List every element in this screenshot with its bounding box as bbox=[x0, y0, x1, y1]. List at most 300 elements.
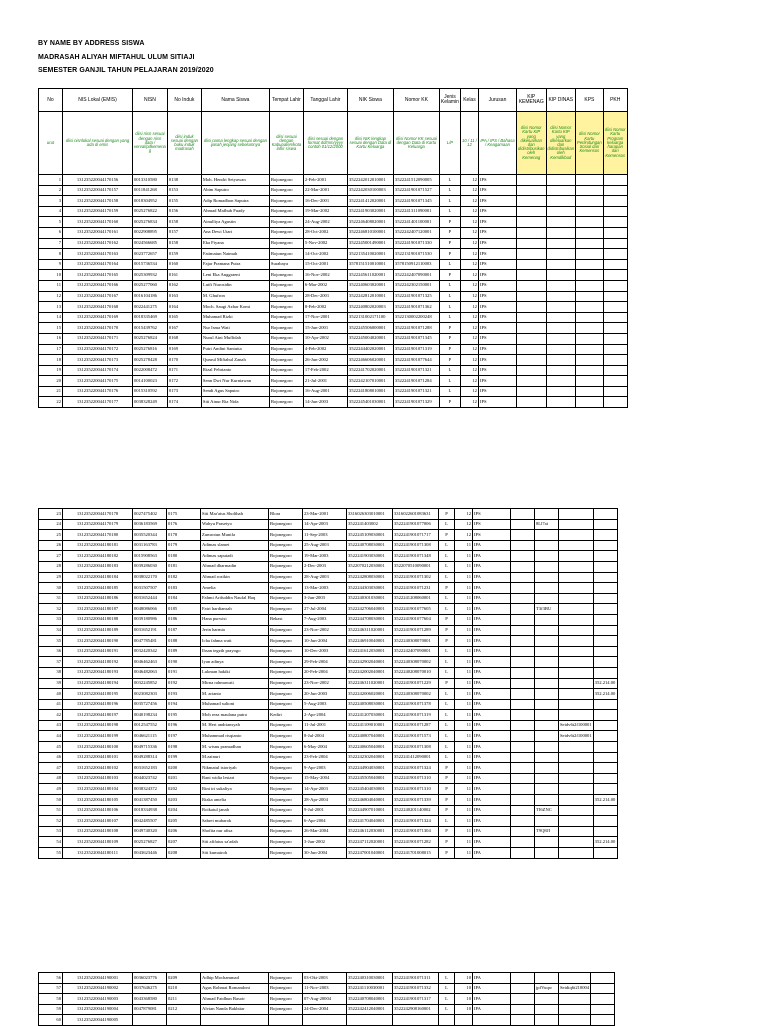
cell-nama-siswa: Sabrei mubarok bbox=[201, 816, 269, 827]
cell-kelas: 11 bbox=[455, 604, 473, 615]
cell-nisn: 0039180986 bbox=[133, 614, 167, 625]
cell-kip-kemenag bbox=[511, 583, 535, 594]
cell-jenis-kelamin: L bbox=[439, 720, 455, 731]
cell-nama-siswa: Nurul Aini Muflidah bbox=[201, 333, 269, 344]
cell-jurusan: IPA bbox=[473, 731, 511, 742]
table-row bbox=[39, 667, 618, 678]
cell-nama-siswa: Adimas slamet bbox=[201, 540, 269, 551]
instruction-kip-kemenag: diisi Nomor Kartu KIP yang dikeluarkan dan didistribusikan oleh Kemenag bbox=[516, 112, 546, 175]
cell-kip-kemenag bbox=[511, 540, 535, 551]
cell-tanggal-lahir: 19-Mar-2003 bbox=[303, 551, 347, 562]
cell-jenis-kelamin: P bbox=[439, 625, 455, 636]
cell-pkh bbox=[603, 217, 627, 228]
cell-kelas: 12 bbox=[460, 355, 478, 366]
cell-jurusan: IPA bbox=[473, 646, 511, 657]
cell-kip-dinas bbox=[535, 667, 559, 678]
cell-jenis-kelamin: P bbox=[439, 227, 460, 238]
cell-jenis-kelamin: P bbox=[439, 763, 455, 774]
cell-nis-lokal: 131235220044190004 bbox=[63, 1004, 133, 1015]
cell-jurusan: IPA bbox=[473, 667, 511, 678]
cell-jenis-kelamin: L bbox=[439, 365, 460, 376]
cell-kps bbox=[559, 657, 594, 668]
cell-no-induk: 0160 bbox=[167, 259, 201, 270]
cell-pkh bbox=[591, 1004, 615, 1015]
table-row bbox=[39, 710, 618, 721]
table-row bbox=[39, 530, 618, 541]
cell-jenis-kelamin: L bbox=[439, 312, 460, 323]
cell-no-induk: 0202 bbox=[167, 784, 201, 795]
cell-nis-lokal: 131235220044170173 bbox=[63, 355, 133, 366]
cell-tanggal-lahir: 14-Apr-2003 bbox=[303, 519, 347, 530]
cell-kelas: 11 bbox=[455, 636, 473, 647]
table-row bbox=[39, 323, 628, 334]
cell-no: 46 bbox=[39, 752, 63, 763]
cell-nisn: 0046482063 bbox=[133, 667, 167, 678]
cell-nis-lokal: 131235220044180197 bbox=[63, 710, 133, 721]
cell-jenis-kelamin: L bbox=[439, 593, 455, 604]
cell-nomor-kk: 3522241901077604 bbox=[393, 614, 439, 625]
cell-kip-dinas bbox=[535, 678, 559, 689]
cell-kelas: 11 bbox=[455, 710, 473, 721]
cell-no-induk: 0158 bbox=[167, 238, 201, 249]
cell-nama-siswa: Putri Andini Santutta bbox=[201, 344, 269, 355]
cell-kip-kemenag bbox=[511, 530, 535, 541]
title-line-2: MADRASAH ALIYAH MIFTAHUL ULUM SITIAJI bbox=[38, 54, 195, 61]
cell-nomor-kk: 3522241701008015 bbox=[393, 848, 439, 859]
cell-no: 60 bbox=[39, 1015, 63, 1026]
cell-jenis-kelamin: L bbox=[439, 206, 460, 217]
cell-no-induk: 0190 bbox=[167, 657, 201, 668]
cell-kip-dinas bbox=[535, 583, 559, 594]
cell-kip-kemenag bbox=[516, 376, 546, 387]
cell-nik-siswa: 3522240605040001 bbox=[347, 742, 393, 753]
cell-tempat-lahir: Bojonegoro bbox=[269, 355, 303, 366]
cell-jenis-kelamin: P bbox=[439, 530, 455, 541]
cell-tempat-lahir: Bojonegoro bbox=[269, 386, 303, 397]
header-row bbox=[39, 89, 628, 112]
cell-no: 7 bbox=[39, 238, 63, 249]
cell-kip-dinas bbox=[535, 731, 559, 742]
cell-jurusan: IPS bbox=[478, 302, 516, 313]
cell-nis-lokal: 131235220044170168 bbox=[63, 302, 133, 313]
cell-kip-dinas bbox=[546, 217, 576, 228]
header-jenis-kelamin: Jenis Kelamin bbox=[439, 89, 460, 112]
cell-pkh bbox=[593, 710, 617, 721]
cell-jenis-kelamin: L bbox=[439, 973, 455, 984]
cell-no: 4 bbox=[39, 206, 63, 217]
cell-pkh bbox=[593, 848, 617, 859]
cell-jurusan: IPA bbox=[473, 826, 511, 837]
cell-nomor-kk: 3522240308070002 bbox=[393, 657, 439, 668]
cell-pkh bbox=[603, 333, 627, 344]
cell-nomor-kk: 3522241901077605 bbox=[393, 604, 439, 615]
cell-nisn: 0048086066 bbox=[133, 604, 167, 615]
cell-nis-lokal: 131235220044170170 bbox=[63, 323, 133, 334]
cell-kip-dinas bbox=[535, 572, 559, 583]
cell-tanggal-lahir: 28-Aug-2003 bbox=[303, 572, 347, 583]
cell-kelas: 11 bbox=[455, 763, 473, 774]
cell-tempat-lahir: Bojonegoro bbox=[269, 657, 303, 668]
cell-kps bbox=[576, 227, 604, 238]
cell-nik-siswa: 3522245404030001 bbox=[347, 784, 393, 795]
cell-tanggal-lahir: 20-Jun-2003 bbox=[303, 689, 347, 700]
cell-nisn: 0027475402 bbox=[133, 509, 167, 520]
cell-nomor-kk: 3522241901071717 bbox=[393, 530, 439, 541]
header-kelas: Kelas bbox=[460, 89, 478, 112]
instruction-jenis-kelamin: L/P bbox=[439, 112, 460, 175]
cell-kps bbox=[559, 678, 594, 689]
cell-kelas: 11 bbox=[455, 583, 473, 594]
cell-pkh bbox=[603, 365, 627, 376]
cell-tempat-lahir: Bojonegoro bbox=[269, 397, 303, 408]
cell-kip-kemenag bbox=[516, 259, 546, 270]
cell-nik-siswa: 3522245506000001 bbox=[347, 323, 393, 334]
cell-nik-siswa: 3522240708040001 bbox=[347, 994, 393, 1005]
cell-no: 58 bbox=[39, 994, 63, 1005]
instruction-kps: diisi Nomor Kartu Perlindungan Sosial dari Kemensos bbox=[576, 112, 604, 175]
cell-kps bbox=[559, 667, 594, 678]
table-row bbox=[39, 175, 628, 186]
cell-nisn: 0016104186 bbox=[133, 291, 168, 302]
cell-kip-dinas bbox=[546, 259, 576, 270]
cell-nomor-kk: 3522241901071330 bbox=[393, 238, 439, 249]
header-tempat-lahir: Tempat Lahir bbox=[269, 89, 303, 112]
cell-jurusan: IPA bbox=[473, 795, 511, 806]
cell-jurusan: IPA bbox=[473, 848, 511, 859]
table-row bbox=[39, 646, 618, 657]
cell-kelas: 12 bbox=[460, 291, 478, 302]
cell-nomor-kk: 3522242302150001 bbox=[393, 280, 439, 291]
title-line-1: BY NAME BY ADDRESS SISWA bbox=[38, 40, 145, 47]
cell-kelas: 11 bbox=[455, 805, 473, 816]
cell-nik-siswa: 3522245001490001 bbox=[347, 238, 393, 249]
cell-nis-lokal: 131235220044170160 bbox=[63, 217, 133, 228]
cell-jenis-kelamin: P bbox=[439, 355, 460, 366]
cell-pkh bbox=[593, 572, 617, 583]
cell-tempat-lahir: Bojonegoro bbox=[269, 699, 303, 710]
cell-kps bbox=[559, 816, 594, 827]
cell-no-induk: 0186 bbox=[167, 614, 201, 625]
cell-kelas: 12 bbox=[460, 259, 478, 270]
table-row bbox=[39, 614, 618, 625]
cell-jurusan: IPS bbox=[478, 312, 516, 323]
cell-nomor-kk: 3522241901071229 bbox=[393, 678, 439, 689]
table-row bbox=[39, 593, 618, 604]
cell-nisn: 0038324372 bbox=[133, 784, 167, 795]
cell-nomor-kk: 3522240201140002 bbox=[393, 805, 439, 816]
cell-no: 29 bbox=[39, 572, 63, 583]
cell-pkh bbox=[603, 238, 627, 249]
cell-nisn: 0018334938 bbox=[133, 805, 167, 816]
cell-kelas: 12 bbox=[460, 217, 478, 228]
cell-pkh bbox=[591, 973, 615, 984]
table-row bbox=[39, 333, 628, 344]
cell-kip-kemenag bbox=[511, 614, 535, 625]
cell-pkh bbox=[593, 604, 617, 615]
cell-tempat-lahir: Bojonegoro bbox=[269, 323, 303, 334]
title-line-3: SEMESTER GANJIL TAHUN PELAJARAN 2019/2020 bbox=[38, 67, 214, 74]
cell-nik-siswa: 3522247112020001 bbox=[347, 837, 393, 848]
cell-no: 47 bbox=[39, 763, 63, 774]
cell-no: 38 bbox=[39, 667, 63, 678]
cell-jenis-kelamin: L bbox=[439, 259, 460, 270]
cell-kelas: 12 bbox=[460, 238, 478, 249]
table-row bbox=[39, 848, 618, 859]
header-nomor-kk: Nomor KK bbox=[393, 89, 439, 112]
cell-tempat-lahir: Bojonegoro bbox=[269, 636, 303, 647]
cell-no: 52 bbox=[39, 816, 63, 827]
cell-tanggal-lahir: 6-Apr-2004 bbox=[303, 816, 347, 827]
cell-tanggal-lahir: 07-Aug-20004 bbox=[303, 994, 347, 1005]
cell-pkh bbox=[603, 376, 627, 387]
cell-tanggal-lahir: 24-Aug-2002 bbox=[303, 217, 347, 228]
cell-tempat-lahir: Bojonegoro bbox=[269, 795, 303, 806]
cell-tempat-lahir: Bojonegoro bbox=[269, 625, 303, 636]
cell-no: 37 bbox=[39, 657, 63, 668]
cell-nomor-kk: 3522241901077644 bbox=[393, 355, 439, 366]
cell-kip-dinas bbox=[535, 699, 559, 710]
cell-tanggal-lahir: 28-Oct-2002 bbox=[303, 227, 347, 238]
cell-kelas: 11 bbox=[455, 848, 473, 859]
cell-nama-siswa: Lukman hakiki bbox=[201, 667, 269, 678]
cell-jenis-kelamin: L bbox=[439, 994, 455, 1005]
cell-no: 9 bbox=[39, 259, 63, 270]
cell-kelas: 11 bbox=[455, 731, 473, 742]
cell-no-induk: 0200 bbox=[167, 763, 201, 774]
cell-nis-lokal: 131235220044180101 bbox=[63, 752, 133, 763]
cell-no-induk: 0206 bbox=[167, 826, 201, 837]
cell-tempat-lahir: Bojonegoro bbox=[269, 551, 303, 562]
instruction-tempat-lahir: diisi sesuai dengan Kabupaten/kota lahir siswa bbox=[269, 112, 303, 175]
cell-tanggal-lahir: 3-Jun-2002 bbox=[303, 837, 347, 848]
cell-nomor-kk: 3522241208060001 bbox=[393, 593, 439, 604]
cell-jurusan: IPA bbox=[473, 551, 511, 562]
cell-no-induk: 0187 bbox=[167, 625, 201, 636]
cell-no-induk: 0161 bbox=[167, 270, 201, 281]
cell-jurusan: IPS bbox=[478, 175, 516, 186]
cell-tanggal-lahir: 25-Aug-2003 bbox=[303, 540, 347, 551]
cell-no: 2 bbox=[39, 185, 63, 196]
cell-kip-dinas bbox=[535, 795, 559, 806]
table-row bbox=[39, 678, 618, 689]
cell-tanggal-lahir: 23-Feb-2004 bbox=[303, 752, 347, 763]
cell-tanggal-lahir: 16-Aug-2001 bbox=[303, 386, 347, 397]
cell-kip-kemenag bbox=[511, 773, 535, 784]
cell-nik-siswa: 3522245401030001 bbox=[347, 397, 393, 408]
cell-nik-siswa: 3522242107010001 bbox=[347, 376, 393, 387]
cell-nik-siswa: 3522242902040001 bbox=[347, 657, 393, 668]
cell-jenis-kelamin: L bbox=[439, 280, 460, 291]
cell-kelas: 10 bbox=[455, 994, 473, 1005]
cell-kip-dinas: TI6ZNC bbox=[535, 805, 559, 816]
cell-kps bbox=[576, 206, 604, 217]
cell-kps: Seidv6t2f100001 bbox=[559, 720, 594, 731]
instruction-nama-siswa: diisi nama lengkap sesuai dengan ijasah jenjang sebelumnya bbox=[201, 112, 269, 175]
cell-tempat-lahir: Bojonegoro bbox=[269, 270, 303, 281]
cell-kelas: 12 bbox=[460, 312, 478, 323]
cell-nama-siswa: Lutfi Nurosidin bbox=[201, 280, 269, 291]
cell-tanggal-lahir: 17-Nov-2001 bbox=[303, 312, 347, 323]
cell-jenis-kelamin: L bbox=[439, 196, 460, 207]
cell-nik-siswa: 3522246606020001 bbox=[347, 355, 393, 366]
cell-no-induk: 0162 bbox=[167, 280, 201, 291]
cell-kip-dinas bbox=[546, 227, 576, 238]
cell-jurusan: IPA bbox=[473, 973, 511, 984]
cell-pkh bbox=[593, 540, 617, 551]
table-row bbox=[39, 227, 628, 238]
cell-nama-siswa: Muhammad risqianto bbox=[201, 731, 269, 742]
cell-nomor-kk: 3522241901071288 bbox=[393, 323, 439, 334]
cell-nik-siswa: 3522241207030001 bbox=[347, 710, 393, 721]
cell-kip-dinas bbox=[535, 1004, 559, 1015]
cell-nama-siswa: Alvian Nanda Bakhtiar bbox=[201, 1004, 269, 1015]
cell-nis-lokal: 131235220044190005 bbox=[63, 1015, 133, 1026]
table-row bbox=[39, 837, 618, 848]
cell-nis-lokal: 131235220044170177 bbox=[63, 397, 133, 408]
cell-nisn: 0039286030 bbox=[133, 561, 167, 572]
cell-jurusan: IPS bbox=[478, 185, 516, 196]
cell-kip-kemenag bbox=[511, 826, 535, 837]
cell-kip-dinas: T3f3BU bbox=[535, 604, 559, 615]
cell-jenis-kelamin: L bbox=[439, 175, 460, 186]
cell-kip-kemenag bbox=[516, 355, 546, 366]
cell-jurusan: IPS bbox=[478, 323, 516, 334]
cell-no: 11 bbox=[39, 280, 63, 291]
cell-jurusan: IPA bbox=[473, 983, 511, 994]
instruction-row bbox=[39, 112, 628, 175]
instruction-nik-siswa: diisi NIK lengkap sesuai dengan Data di Kartu Keluarga bbox=[347, 112, 393, 175]
cell-nama-siswa: Amelia bbox=[201, 583, 269, 594]
table-row bbox=[39, 583, 618, 594]
cell-jenis-kelamin: P bbox=[439, 678, 455, 689]
cell-jurusan: IPA bbox=[473, 784, 511, 795]
cell-nomor-kk: 3522241901071310 bbox=[393, 773, 439, 784]
cell-pkh bbox=[593, 551, 617, 562]
cell-pkh bbox=[603, 206, 627, 217]
cell-nis-lokal: 131235220044170159 bbox=[63, 206, 133, 217]
instruction-tanggal-lahir: diisi sesuai dengan format dd/mm/yyyy contoh 01/12/2000 bbox=[303, 112, 347, 175]
cell-nisn: 0025309932 bbox=[133, 270, 168, 281]
cell-tempat-lahir: Bojonegoro bbox=[269, 206, 303, 217]
cell-nis-lokal: 131235220044180106 bbox=[63, 805, 133, 816]
cell-nis-lokal: 131235220044170167 bbox=[63, 291, 133, 302]
cell-no: 42 bbox=[39, 710, 63, 721]
cell-nama-siswa: Sendi Agus Saputro bbox=[201, 386, 269, 397]
cell-nisn: 0032420342 bbox=[133, 646, 167, 657]
cell-jenis-kelamin: P bbox=[439, 333, 460, 344]
cell-pkh bbox=[593, 826, 617, 837]
cell-kip-kemenag bbox=[511, 667, 535, 678]
cell-kip-kemenag bbox=[516, 196, 546, 207]
cell-tanggal-lahir: 23-Nov-2002 bbox=[303, 625, 347, 636]
cell-kps bbox=[559, 583, 594, 594]
cell-nisn: 0035727456 bbox=[133, 699, 167, 710]
cell-pkh bbox=[593, 699, 617, 710]
cell-jenis-kelamin: P bbox=[439, 826, 455, 837]
cell-tempat-lahir: Bojonegoro bbox=[269, 333, 303, 344]
cell-nis-lokal: 131235220044180111 bbox=[63, 848, 133, 859]
table-row bbox=[39, 302, 628, 313]
cell-nama-siswa: Siti Mar'atus Sholihah bbox=[201, 509, 269, 520]
cell-jenis-kelamin: L bbox=[439, 386, 460, 397]
cell-kip-dinas bbox=[546, 175, 576, 186]
cell-kps bbox=[576, 355, 604, 366]
cell-no-induk: 0175 bbox=[167, 509, 201, 520]
cell-nik-siswa: 3522244708030001 bbox=[347, 614, 393, 625]
cell-nomor-kk: 3522241901071319 bbox=[393, 344, 439, 355]
cell-kelas: 11 bbox=[455, 784, 473, 795]
cell-pkh bbox=[593, 742, 617, 753]
cell-nik-siswa: 3522241109010001 bbox=[347, 720, 393, 731]
cell-tanggal-lahir: 14-Oct-2002 bbox=[303, 249, 347, 260]
cell-tanggal-lahir: 20-Feb-2004 bbox=[303, 667, 347, 678]
cell-kelas: 11 bbox=[455, 678, 473, 689]
cell-pkh bbox=[593, 720, 617, 731]
cell-jenis-kelamin: L bbox=[439, 291, 460, 302]
cell-tempat-lahir: Bojonegoro bbox=[269, 593, 303, 604]
cell-nis-lokal: 131235220044170163 bbox=[63, 249, 133, 260]
cell-nomor-kk: 3522241901071362 bbox=[393, 302, 439, 313]
cell-kip-kemenag bbox=[511, 795, 535, 806]
cell-kelas: 12 bbox=[460, 196, 478, 207]
table-row bbox=[39, 973, 615, 984]
cell-kip-kemenag bbox=[516, 280, 546, 291]
cell-kip-kemenag bbox=[516, 365, 546, 376]
cell-no: 22 bbox=[39, 397, 63, 408]
cell-tempat-lahir: Bojonegoro bbox=[269, 175, 303, 186]
cell-no-induk: 0174 bbox=[167, 397, 201, 408]
cell-jurusan: IPS bbox=[478, 249, 516, 260]
cell-no-induk: 0168 bbox=[167, 333, 201, 344]
cell-nomor-kk: 3522241901071287 bbox=[393, 720, 439, 731]
cell-nis-lokal: 131235220044180104 bbox=[63, 784, 133, 795]
cell-nis-lokal: 131235220044180195 bbox=[63, 689, 133, 700]
cell-kip-kemenag bbox=[511, 983, 535, 994]
cell-kip-kemenag bbox=[516, 397, 546, 408]
cell-kps bbox=[559, 795, 594, 806]
cell-jenis-kelamin: L bbox=[439, 752, 455, 763]
cell-nis-lokal: 131235220044180196 bbox=[63, 699, 133, 710]
cell-kip-dinas bbox=[535, 710, 559, 721]
cell-pkh bbox=[591, 983, 615, 994]
cell-pkh bbox=[593, 519, 617, 530]
cell-nik-siswa: 3522240708030001 bbox=[347, 540, 393, 551]
cell-jurusan: IPA bbox=[473, 678, 511, 689]
cell-kip-dinas bbox=[535, 540, 559, 551]
table-row bbox=[39, 259, 628, 270]
cell-no: 55 bbox=[39, 848, 63, 859]
cell-no: 56 bbox=[39, 973, 63, 984]
cell-jurusan: IPS bbox=[478, 291, 516, 302]
cell-nik-siswa: 3522131002171100 bbox=[347, 312, 393, 323]
cell-nis-lokal: 131235220044180102 bbox=[63, 763, 133, 774]
cell-no-induk: 0138 bbox=[167, 175, 201, 186]
cell-no: 26 bbox=[39, 540, 63, 551]
header-jurusan: Jurusan bbox=[478, 89, 516, 112]
cell-kps bbox=[559, 994, 591, 1005]
cell-jurusan: IPS bbox=[478, 196, 516, 207]
cell-jurusan: IPS bbox=[478, 376, 516, 387]
cell-nis-lokal: 131235220044170158 bbox=[63, 196, 133, 207]
table-row bbox=[39, 270, 628, 281]
cell-jenis-kelamin: P bbox=[439, 784, 455, 795]
cell-jurusan: IPS bbox=[478, 238, 516, 249]
cell-kps bbox=[576, 175, 604, 186]
cell-kip-kemenag bbox=[511, 1004, 535, 1015]
table-row bbox=[39, 773, 618, 784]
cell-kps bbox=[576, 259, 604, 270]
cell-kelas: 11 bbox=[455, 773, 473, 784]
